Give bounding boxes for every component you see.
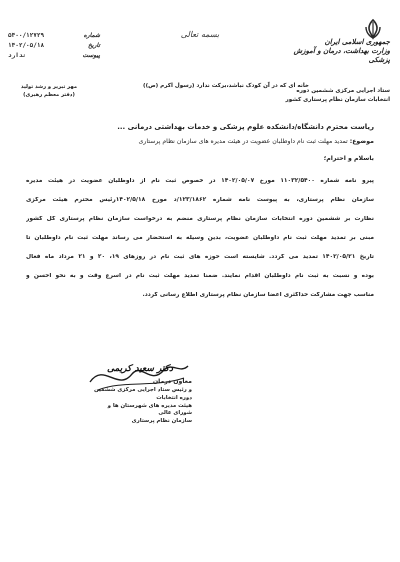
salutation: باسلام و احترام؛ <box>323 155 374 162</box>
bismillah-heading: بسمه تعالی <box>180 30 220 39</box>
stamp-note-line1: مهر تبریر و رشد تولید <box>20 84 78 90</box>
date-label: تاریخ <box>88 41 100 49</box>
number-value: ۵۴۰۰/۱۲۷۲۹ <box>8 31 45 39</box>
hadith-quote: خانه ای که در آن کودک نباشد،برکت ندارد (رسول اکرم (ص)) <box>143 83 309 89</box>
body-line: پیرو نامه شماره ۱۱۰۳۲/۵۴۰۰ مورخ ۱۴۰۲/۰۵/۰۷ در خصوص ثبت نام از داوطلبان عضویت در هیئت مدیره <box>26 178 374 184</box>
org-name-line2: انتخابات سازمان نظام پرستاری کشور <box>285 97 390 103</box>
signature-name-script: دکتر سعید کریمی <box>106 364 174 374</box>
ministry-logo-text: جمهوری اسلامی ایران وزارت بهداشت، درمان و آموزش پزشکی <box>293 37 390 64</box>
subject-line <box>40 138 374 145</box>
body-line: بوده و نسبت به ثبت نام داوطلبان اقدام نمایند. ضمنا تمدید مهلت ثبت نام در اسرع وقت و به نحو احسن و <box>26 273 374 279</box>
body-line: مناسب جهت مشارکت حداکثری اعضا سازمان نظام پرستاری اطلاع رسانی گردد. <box>142 292 374 298</box>
letter-meta <box>8 30 100 60</box>
signatory-role-line1: و رئیس ستاد اجرایی مرکزی ششمین دوره انتخابات <box>94 386 192 401</box>
recipient-line: ریاست محترم دانشگاه/دانشکده علوم پزشکی و خدمات بهداشتی درمانی ... <box>117 123 374 131</box>
subject-label: موضوع: <box>349 138 374 145</box>
date-value: ۱۴۰۲/۰۵/۱۸ <box>8 41 45 49</box>
stamp-note-line2: (دفتر معظم رهبری) <box>23 91 75 98</box>
signatory-role-line3: سازمان نظام پرستاری <box>131 418 192 425</box>
letter-body <box>26 178 374 311</box>
attachment-label: پیوست <box>82 51 100 59</box>
body-line: مبنی بر تمدید مهلت ثبت نام داوطلبان عضویت، بدین وسیله به استحضار می رساند مهلت ثبت نام داوطلبان تا <box>26 235 374 241</box>
body-line: نظارت بر ششمین دوره انتخابات سازمان نظام پرستاری منضم به درخواست سازمان نظام پرستاری کل کشور <box>26 216 374 222</box>
org-name-line1: ستاد اجرایی مرکزی ششمین دوره <box>296 88 390 94</box>
number-label: شماره <box>83 31 100 39</box>
signature-block <box>92 378 192 426</box>
meta-date-row <box>8 40 100 50</box>
attachment-value: ندارد <box>8 51 27 59</box>
body-line: تاریخ ۱۴۰۲/۰۵/۲۱ تمدید می گردد. شایسته است حوزه های ثبت نام در روزهای ۱۹، ۲۰ و ۲۱ مرداد ماه فعال <box>26 254 374 260</box>
meta-number-row <box>8 30 100 40</box>
body-line: سازمان نظام پرستاری، به پیوست نامه شماره ۱۲۳/۱۸۶۲/د مورخ ۱۴۰۲/۵/۱۸رئیس محترم هیئت مرکزی <box>26 197 374 203</box>
subject-text: تمدید مهلت ثبت نام داوطلبان عضویت در هیئت مدیره های سازمان نظام پرستاری <box>138 138 348 145</box>
meta-attachment-row <box>8 50 100 60</box>
signatory-title: معاون درمان <box>152 378 192 385</box>
signatory-role-line2: هیئت مدیره های شهرستان ها و شورای عالی <box>107 402 192 417</box>
stamp-note <box>8 84 90 99</box>
